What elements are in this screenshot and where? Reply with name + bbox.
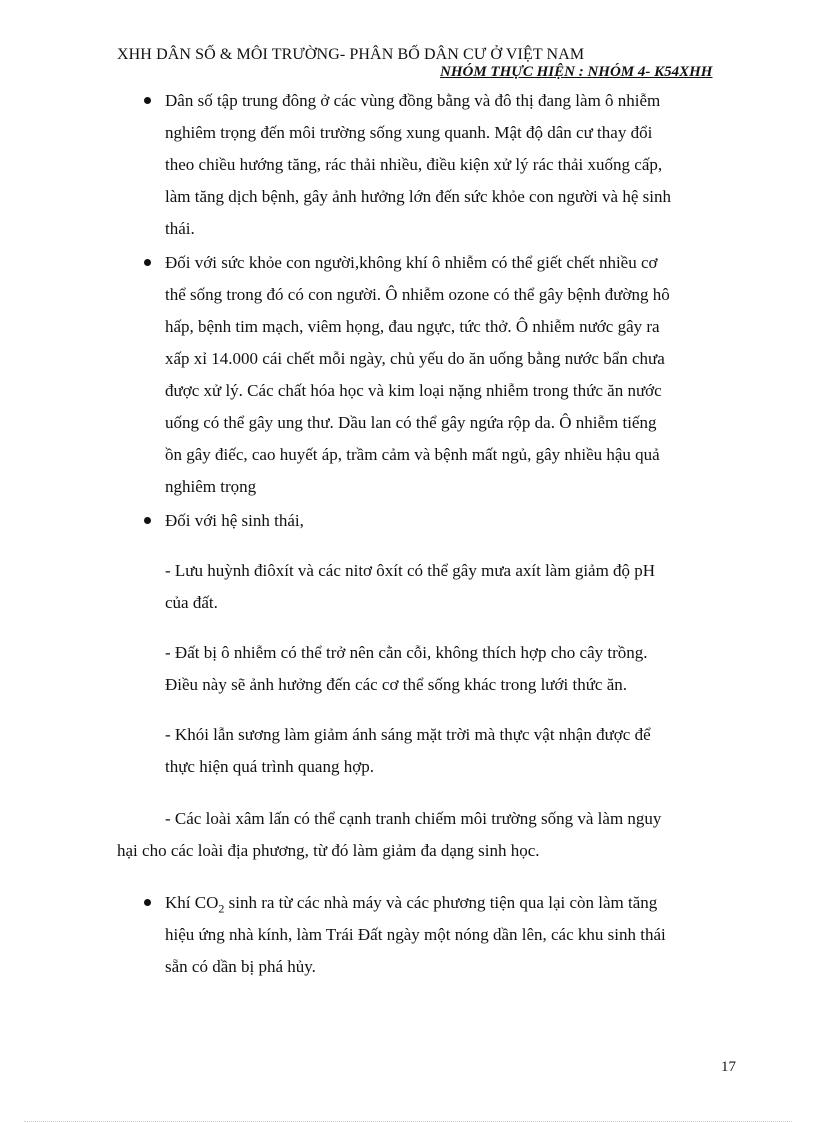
page-number: 17 xyxy=(721,1059,736,1075)
text-line: - Lưu huỳnh điôxít và các nitơ ôxít có thể gây mưa axít làm giảm độ pH xyxy=(165,561,656,580)
text-line: thể sống trong đó có con người. Ô nhiễm ozone có thể gây bệnh đường hô xyxy=(165,285,670,304)
header-group-label: NHÓM THỰC HIỆN : NHÓM 4- K54XHH xyxy=(440,64,713,80)
text-line: xấp xỉ 14.000 cái chết mỗi ngày, chủ yếu do ăn uống bằng nước bẩn chưa xyxy=(165,349,665,368)
text-line: Điều này sẽ ảnh hưởng đến các cơ thể sống khác trong lưới thức ăn. xyxy=(165,675,628,694)
text-line: ồn gây điếc, cao huyết áp, trầm cảm và bệnh mất ngủ, gây nhiều hậu quả xyxy=(165,445,660,464)
text-line: của đất. xyxy=(165,593,218,612)
text-line: được xử lý. Các chất hóa học và kim loại nặng nhiễm trong thức ăn nước xyxy=(165,381,662,400)
text-line: uống có thể gây ung thư. Dầu lan có thể gây ngứa rộp da. Ô nhiễm tiếng xyxy=(165,413,657,432)
text-line: thực hiện quá trình quang hợp. xyxy=(165,757,374,776)
text-line xyxy=(165,893,657,918)
bullet-icon xyxy=(144,97,151,104)
text-line: Đối với sức khỏe con người,không khí ô nhiễm có thể giết chết nhiều cơ xyxy=(165,253,658,272)
text-line: thái. xyxy=(165,219,195,238)
text-line: hại cho các loài địa phương, từ đó làm giảm đa dạng sinh học. xyxy=(117,841,540,860)
bullet-icon xyxy=(144,517,151,524)
text-line: hiệu ứng nhà kính, làm Trái Đất ngày một nóng dần lên, các khu sinh thái xyxy=(165,925,666,944)
text-span: sinh ra từ các nhà máy và các phương tiện qua lại còn làm tăng xyxy=(224,893,658,912)
text-line: - Đất bị ô nhiễm có thể trở nên cằn cỗi, không thích hợp cho cây trồng. xyxy=(165,643,648,662)
subscript: 2 xyxy=(218,901,225,916)
text-line: sẵn có dần bị phá hủy. xyxy=(165,957,316,976)
text-span: Khí CO xyxy=(165,893,219,912)
text-line: hấp, bệnh tim mạch, viêm họng, đau ngực, tức thở. Ô nhiễm nước gây ra xyxy=(165,317,660,336)
text-line: - Các loài xâm lấn có thể cạnh tranh chiếm môi trường sống và làm nguy xyxy=(165,809,662,828)
text-line: Dân số tập trung đông ở các vùng đồng bằng và đô thị đang làm ô nhiễm xyxy=(165,91,661,110)
text-line: theo chiều hướng tăng, rác thải nhiều, điều kiện xử lý rác thải xuống cấp, xyxy=(165,155,663,174)
text-line: Đối với hệ sinh thái, xyxy=(165,511,304,530)
text-line: nghiêm trọng đến môi trường sống xung quanh. Mật độ dân cư thay đổi xyxy=(165,123,653,142)
bullet-icon xyxy=(144,899,151,906)
footer-divider xyxy=(24,1121,792,1122)
bullet-icon xyxy=(144,259,151,266)
header-title: XHH DÂN SỐ & MÔI TRƯỜNG- PHÂN BỐ DÂN CƯ Ở VIỆT NAM xyxy=(117,46,585,63)
text-line: nghiêm trọng xyxy=(165,477,257,496)
text-line: - Khói lẫn sương làm giảm ánh sáng mặt trời mà thực vật nhận được để xyxy=(165,725,651,744)
text-line: làm tăng dịch bệnh, gây ảnh hưởng lớn đến sức khỏe con người và hệ sinh xyxy=(165,187,671,206)
